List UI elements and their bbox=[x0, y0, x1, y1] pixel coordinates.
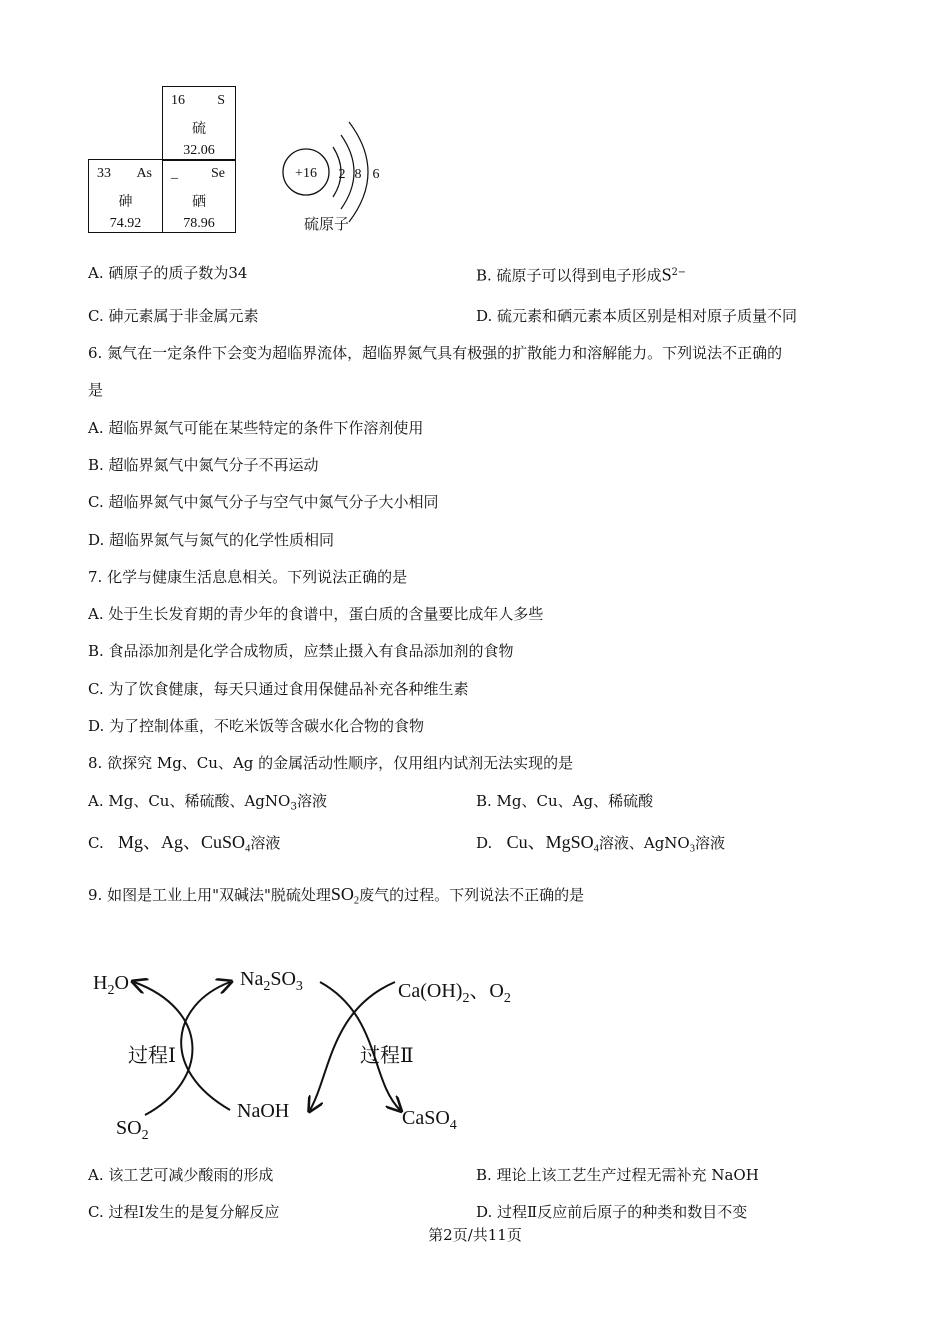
subscript: 3 bbox=[290, 800, 298, 813]
sulfide-ion: S bbox=[661, 264, 672, 285]
electron-count-1: 2 bbox=[338, 167, 346, 182]
element-name: 硫 bbox=[192, 121, 206, 137]
element-name: 硒 bbox=[192, 194, 206, 210]
atom-caption: 硫原子 bbox=[304, 215, 350, 233]
element-cell-arsenic bbox=[88, 159, 163, 233]
option-label: C. bbox=[88, 834, 104, 852]
subscript: 4 bbox=[449, 1117, 457, 1133]
atomic-mass: 32.06 bbox=[183, 143, 215, 158]
element-symbol: Se bbox=[211, 166, 225, 181]
q9-option-c: C. 过程Ⅰ发生的是复分解反应 bbox=[88, 1203, 280, 1221]
label-caso4 bbox=[402, 1107, 457, 1134]
label-so2 bbox=[116, 1117, 149, 1144]
q8-option-d-formula: Cu、MgSO bbox=[506, 832, 594, 852]
subscript: 2 bbox=[141, 1127, 149, 1143]
element-cell-sulfur bbox=[162, 86, 236, 161]
q7-option-b: B. 食品添加剂是化学合成物质，应禁止摄入有食品添加剂的食物 bbox=[88, 642, 514, 660]
q8-option-a bbox=[88, 791, 327, 817]
label-naoh: NaOH bbox=[237, 1100, 290, 1122]
ion-charge: 2− bbox=[671, 267, 686, 278]
subscript: 2 bbox=[263, 978, 271, 994]
subscript: 2 bbox=[503, 990, 511, 1006]
subscript: 2 bbox=[462, 990, 470, 1006]
q9-option-a: A. 该工艺可减少酸雨的形成 bbox=[88, 1166, 274, 1184]
subscript: 4 bbox=[593, 843, 599, 855]
q5-option-a: A. 硒原子的质子数为34 bbox=[88, 264, 248, 282]
arrow-naoh-to-na2so3 bbox=[181, 982, 230, 1110]
element-symbol: As bbox=[136, 166, 152, 181]
so2-formula: SO bbox=[330, 884, 354, 904]
atomic-mass: 78.96 bbox=[183, 216, 215, 231]
caso4-text: CaSO bbox=[402, 1107, 450, 1129]
h2o-h: H bbox=[93, 972, 108, 994]
q8-option-c bbox=[88, 832, 280, 860]
q9-stem bbox=[88, 884, 584, 912]
q6-option-b: B. 超临界氮气中氮气分子不再运动 bbox=[88, 456, 319, 474]
atomic-number: _ bbox=[171, 166, 178, 181]
label-h2o bbox=[93, 972, 129, 999]
q6-option-a: A. 超临界氮气可能在某些特定的条件下作溶剂使用 bbox=[88, 419, 424, 437]
q8-option-c-formula: Mg、Ag、CuSO bbox=[118, 832, 246, 852]
q8-option-d bbox=[476, 832, 725, 860]
nucleus-charge: +16 bbox=[295, 166, 317, 181]
atomic-number: 33 bbox=[97, 166, 111, 181]
q6-stem-line1: 6. 氮气在一定条件下会变为超临界流体，超临界氮气具有极强的扩散能力和溶解能力。下列说法不正确的 bbox=[88, 344, 783, 362]
label-process-1: 过程Ⅰ bbox=[128, 1045, 176, 1067]
label-na2so3 bbox=[240, 968, 303, 995]
subscript: 2 bbox=[107, 982, 115, 998]
q8-option-d-suffix: 溶液 bbox=[694, 834, 725, 852]
element-name: 砷 bbox=[118, 194, 133, 210]
q6-option-c: C. 超临界氮气中氮气分子与空气中氮气分子大小相同 bbox=[88, 493, 439, 511]
q9-option-b: B. 理论上该工艺生产过程无需补充 NaOH bbox=[476, 1166, 759, 1184]
element-symbol: S bbox=[217, 93, 225, 108]
q7-option-a: A. 处于生长发育期的青少年的食谱中，蛋白质的含量要比成年人多些 bbox=[88, 605, 544, 623]
caoh2-text: Ca(OH) bbox=[398, 980, 463, 1002]
q7-stem: 7. 化学与健康生活息息相关。下列说法正确的是 bbox=[88, 568, 408, 586]
q7-option-d: D. 为了控制体重，不吃米饭等含碳水化合物的食物 bbox=[88, 717, 425, 735]
h2o-o: O bbox=[114, 972, 129, 994]
q9-stem-suffix: 废气的过程。下列说法不正确的是 bbox=[359, 886, 585, 904]
subscript: 2 bbox=[353, 895, 360, 907]
q8-option-c-suffix: 溶液 bbox=[250, 834, 281, 852]
na2so3-so: SO bbox=[270, 968, 296, 990]
q5-option-d: D. 硫元素和硒元素本质区别是相对原子质量不同 bbox=[476, 307, 798, 325]
q6-stem-line2: 是 bbox=[88, 381, 104, 399]
label-process-2: 过程Ⅱ bbox=[360, 1045, 414, 1067]
q8-stem: 8. 欲探究 Mg、Cu、Ag 的金属活动性顺序，仅用组内试剂无法实现的是 bbox=[88, 754, 574, 772]
na2so3-na: Na bbox=[240, 968, 264, 990]
q5-option-b bbox=[476, 263, 686, 285]
q8-option-a-text: A. Mg、Cu、稀硫酸、AgNO bbox=[88, 792, 291, 810]
page-footer: 第2页/共11页 bbox=[428, 1226, 522, 1244]
subscript: 3 bbox=[295, 978, 303, 994]
q6-option-d: D. 超临界氮气与氮气的化学性质相同 bbox=[88, 531, 335, 549]
atomic-number: 16 bbox=[171, 93, 185, 108]
q9-stem-text: 9. 如图是工业上用"双碱法"脱硫处理 bbox=[88, 886, 331, 904]
q5-option-b-text: B. 硫原子可以得到电子形成 bbox=[476, 266, 662, 285]
q8-option-d-mid: 溶液、AgNO bbox=[598, 834, 690, 852]
element-cell-selenium bbox=[162, 159, 236, 233]
option-label: D. bbox=[476, 834, 493, 852]
q9-option-d: D. 过程Ⅱ反应前后原子的种类和数目不变 bbox=[476, 1203, 748, 1221]
electron-count-3: 6 bbox=[372, 167, 380, 182]
q7-option-c: C. 为了饮食健康，每天只通过食用保健品补充各种维生素 bbox=[88, 680, 469, 698]
subscript: 3 bbox=[689, 843, 695, 855]
so2-text: SO bbox=[116, 1117, 142, 1139]
electron-count-2: 8 bbox=[354, 167, 362, 182]
q8-option-b: B. Mg、Cu、Ag、稀硫酸 bbox=[476, 792, 654, 810]
atomic-mass: 74.92 bbox=[109, 216, 142, 231]
o2-text: 、O bbox=[469, 980, 504, 1002]
q5-option-c: C. 砷元素属于非金属元素 bbox=[88, 307, 259, 325]
q8-option-a-suffix: 溶液 bbox=[297, 792, 328, 810]
subscript: 4 bbox=[245, 843, 251, 855]
label-caoh2-o2 bbox=[398, 974, 511, 1007]
